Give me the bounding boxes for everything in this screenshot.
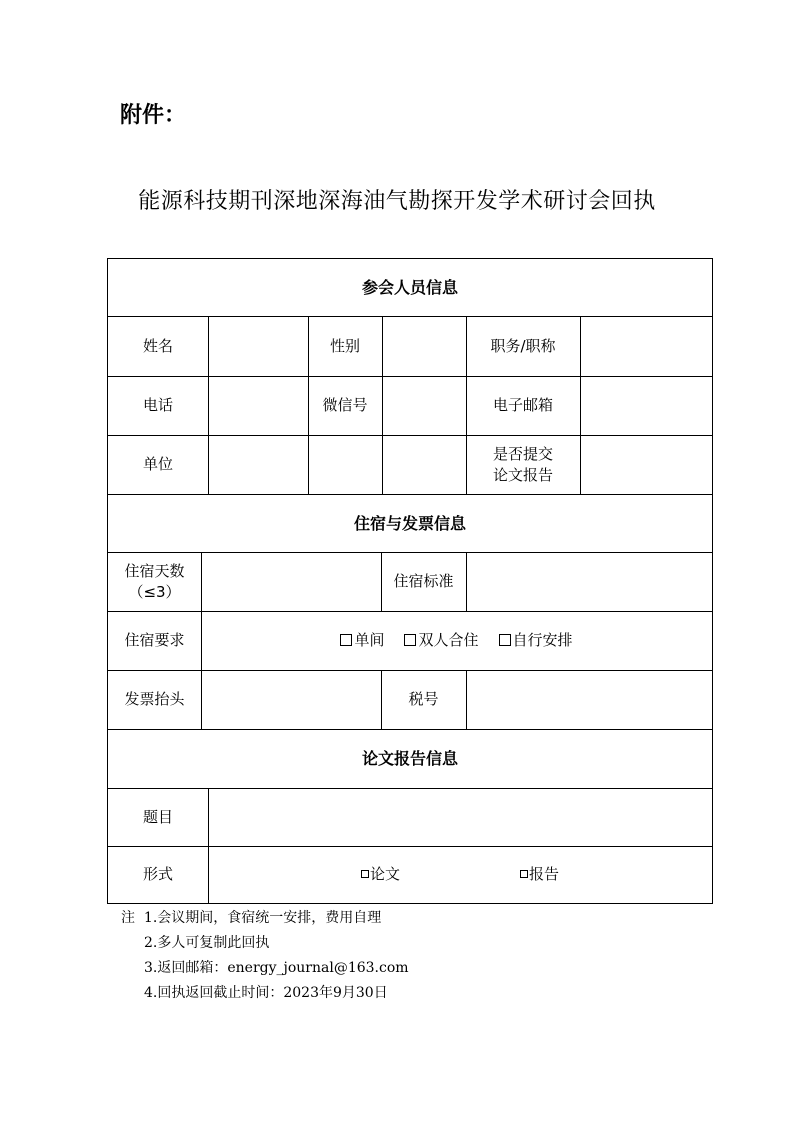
- input-name[interactable]: [208, 316, 308, 376]
- label-lodging-standard: 住宿标准: [393, 572, 454, 590]
- document-title: 能源科技期刊深地深海油气勘探开发学术研讨会回执: [138, 189, 656, 214]
- option-single-room[interactable]: [340, 630, 384, 651]
- checkbox-icon[interactable]: [361, 870, 369, 878]
- input-lodging-days[interactable]: [201, 552, 381, 611]
- label-phone: 电话: [142, 396, 173, 414]
- section-title-paper: 论文报告信息: [361, 749, 458, 768]
- label-submit-line2: 论文报告: [492, 465, 553, 484]
- input-submit-paper[interactable]: [580, 435, 712, 494]
- option-report[interactable]: [520, 864, 559, 885]
- form-options: [208, 846, 712, 903]
- option-label: 论文: [369, 865, 400, 883]
- attachment-label: 附件：: [120, 102, 187, 128]
- checkbox-icon[interactable]: [404, 634, 416, 646]
- checkbox-icon[interactable]: [520, 870, 528, 878]
- label-org: 单位: [142, 455, 173, 473]
- input-org[interactable]: [208, 435, 308, 494]
- input-phone[interactable]: [208, 376, 308, 435]
- note-2: 2.多人可复制此回执: [144, 935, 270, 951]
- input-topic[interactable]: [208, 788, 712, 846]
- notes: [121, 906, 409, 1006]
- label-name: 姓名: [142, 336, 173, 355]
- checkbox-icon[interactable]: [340, 634, 352, 646]
- option-label: 单间: [354, 631, 385, 649]
- option-label: 双人合住: [418, 631, 479, 649]
- label-tax-id: 税号: [408, 690, 439, 708]
- label-submit-paper: [466, 435, 580, 494]
- label-topic: 题目: [142, 807, 173, 826]
- input-tax-id[interactable]: [466, 670, 712, 729]
- input-org-extra[interactable]: [308, 435, 382, 494]
- note-1: 1.会议期间，食宿统一安排，费用自理: [143, 910, 382, 926]
- input-invoice-title[interactable]: [201, 670, 381, 729]
- checkbox-icon[interactable]: [499, 634, 511, 646]
- label-email: 电子邮箱: [492, 396, 553, 414]
- section-title-participant: 参会人员信息: [361, 278, 458, 297]
- label-days-line1: 住宿天数: [124, 561, 185, 580]
- input-position[interactable]: [580, 316, 712, 376]
- input-gender[interactable]: [382, 316, 466, 376]
- label-submit-line1: 是否提交: [492, 444, 553, 463]
- input-lodging-standard[interactable]: [466, 552, 712, 611]
- reply-form-table: [107, 258, 713, 904]
- option-label: 报告: [529, 865, 560, 883]
- note-row: [121, 906, 409, 931]
- option-self-arranged[interactable]: [499, 630, 573, 651]
- lodging-options: [201, 611, 712, 670]
- label-days-line2: （≤3）: [128, 582, 181, 601]
- label-position: 职务/职称: [490, 336, 556, 355]
- option-label: 自行安排: [512, 631, 573, 649]
- note-prefix: 注: [121, 910, 135, 926]
- label-lodging-requirement: 住宿要求: [124, 631, 185, 649]
- input-wechat[interactable]: [382, 376, 466, 435]
- label-lodging-days: [108, 552, 201, 611]
- note-4: 4.回执返回截止时间：2023年9月30日: [144, 985, 388, 1001]
- section-title-lodging: 住宿与发票信息: [353, 513, 466, 533]
- label-gender: 性别: [329, 336, 360, 355]
- input-org-extra[interactable]: [382, 435, 466, 494]
- option-paper[interactable]: [361, 864, 400, 885]
- input-email[interactable]: [580, 376, 712, 435]
- label-wechat: 微信号: [322, 396, 368, 414]
- note-3: 3.返回邮箱：energy_journal@163.com: [144, 960, 409, 976]
- label-form: 形式: [142, 865, 173, 883]
- label-invoice-title: 发票抬头: [124, 690, 185, 708]
- option-double-room[interactable]: [404, 630, 478, 651]
